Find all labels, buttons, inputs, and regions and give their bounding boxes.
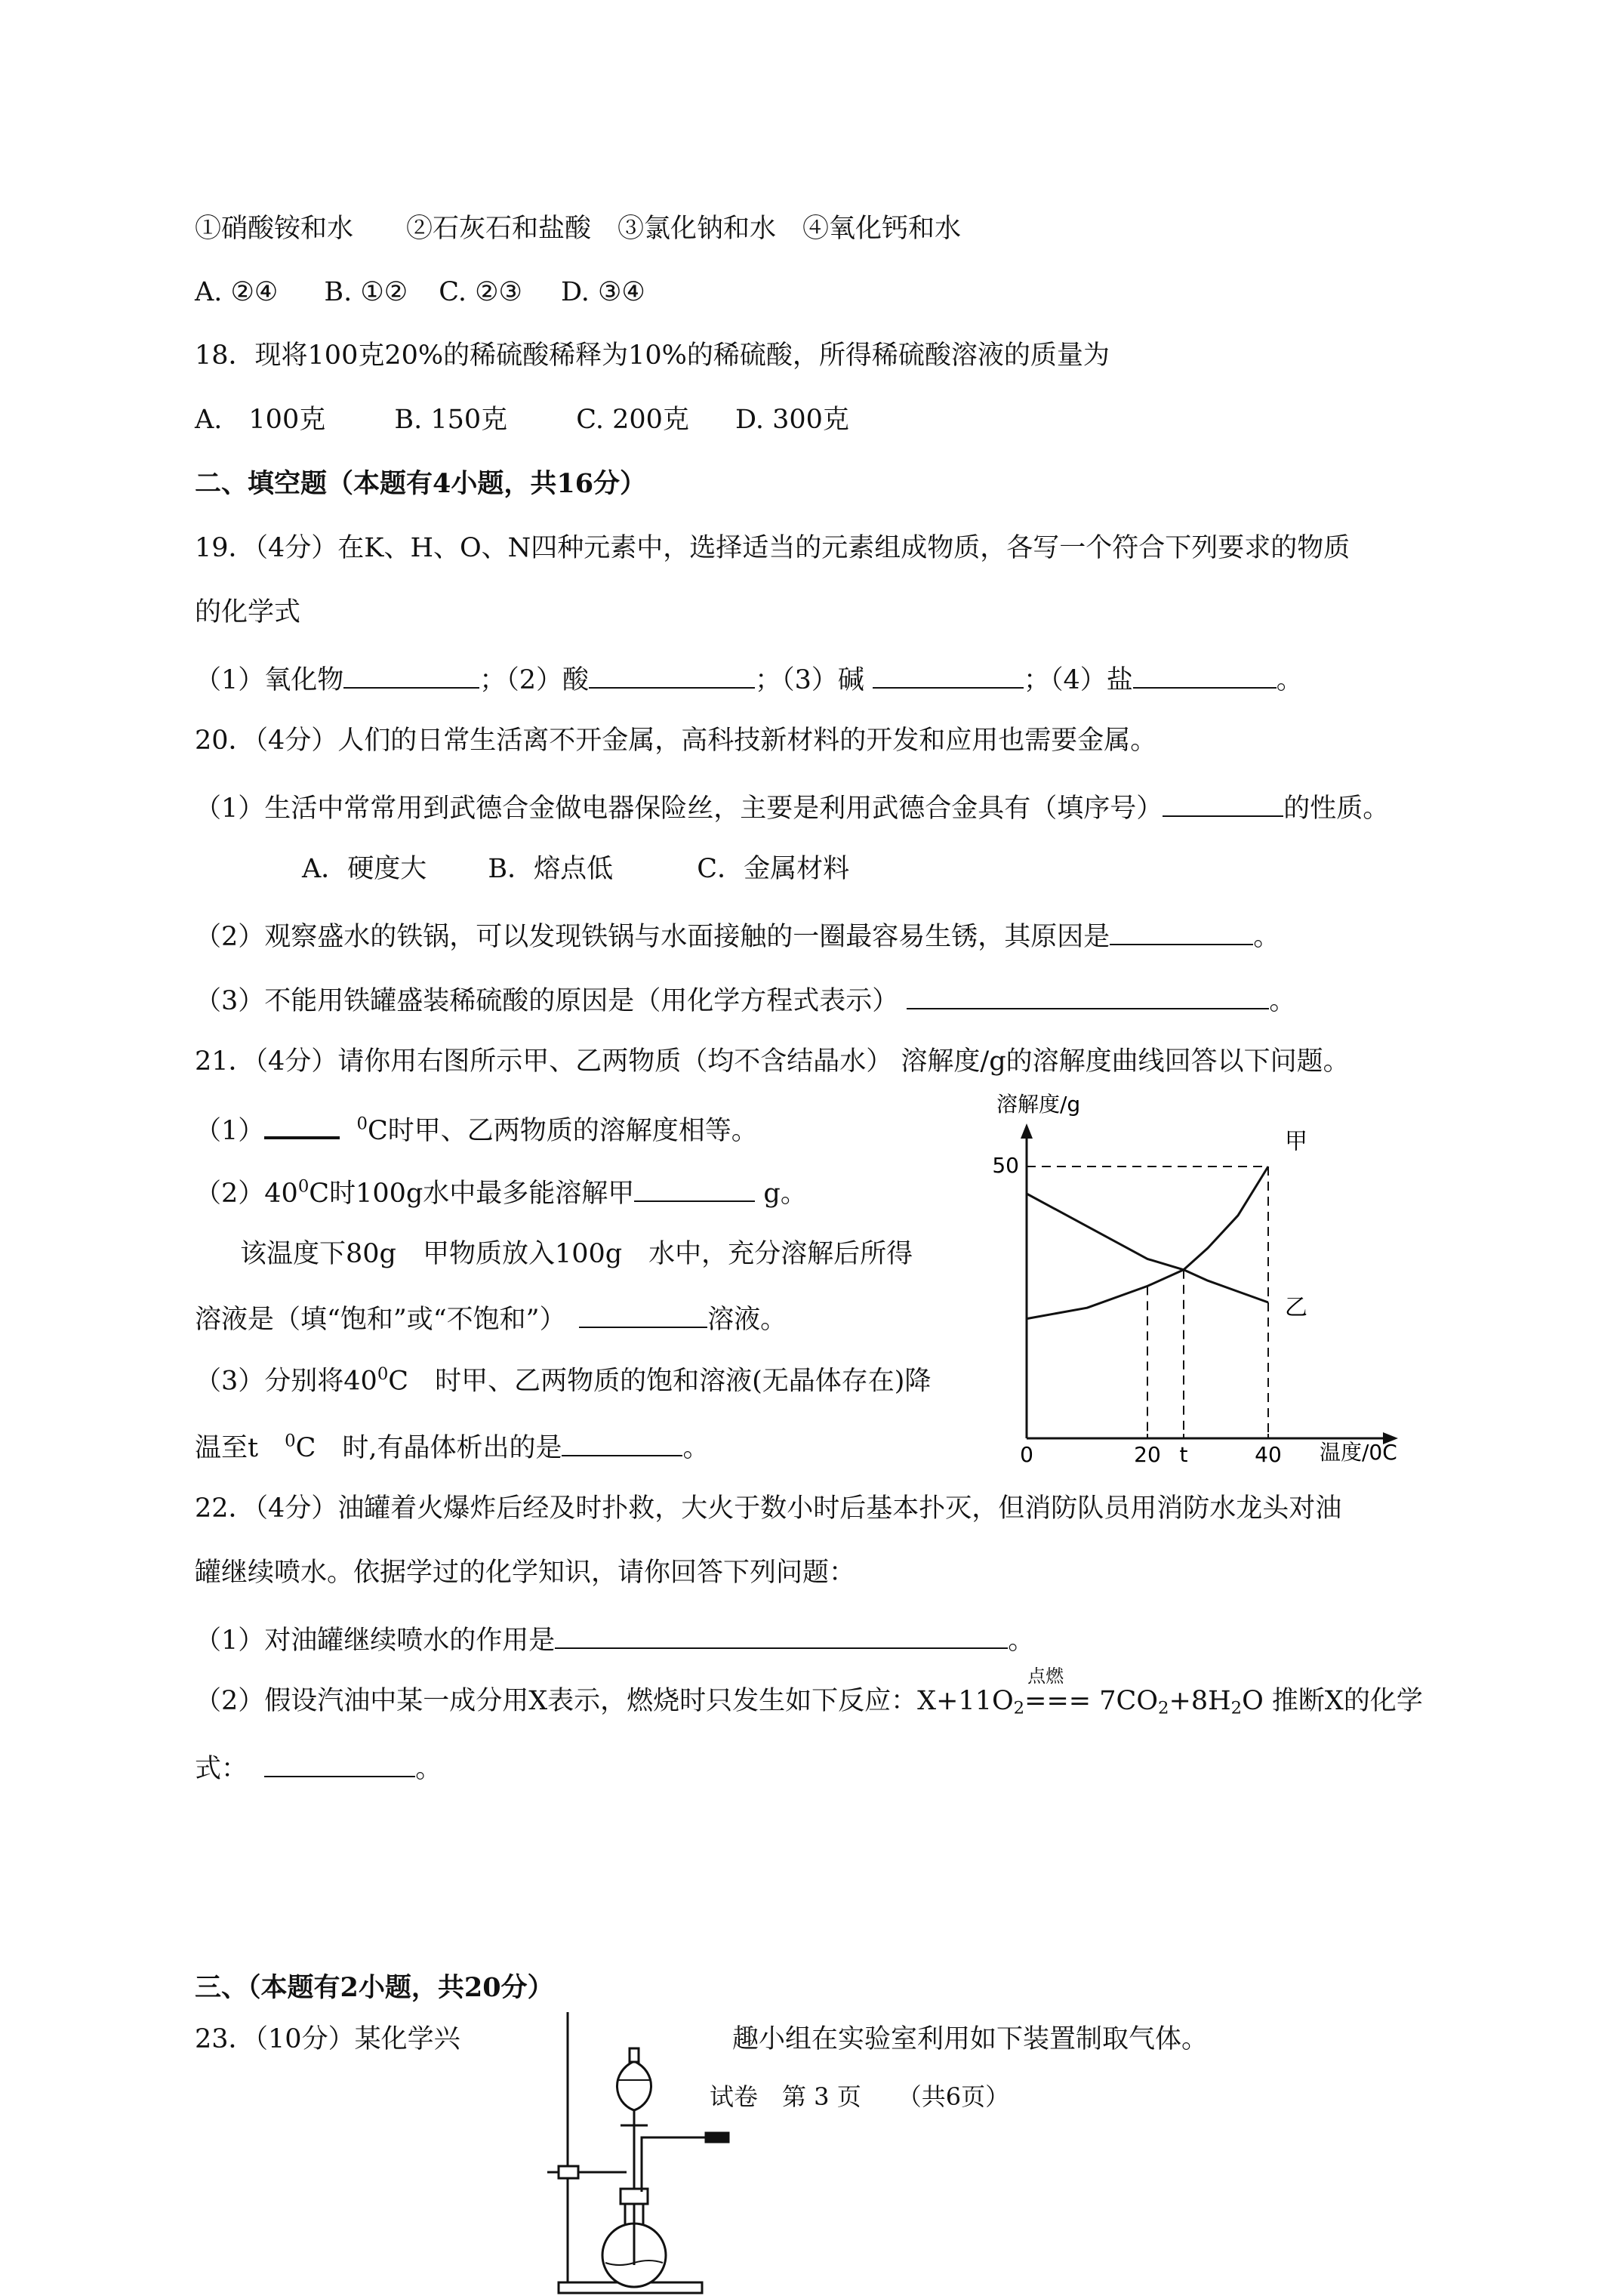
unit-g: g。 [755,1179,807,1209]
x-tick-label: t [1179,1441,1188,1465]
q21-part3-line2-text: 温至t [195,1433,285,1463]
funnel-stopper [630,2048,639,2062]
q21-part3-line2-text2: C 时,有晶体析出的是 [295,1433,562,1463]
option-d: D. 300克 [735,405,849,435]
answer-blank[interactable] [264,1749,415,1777]
series-curves [1027,1129,1307,1321]
q21-part3-text: C 时甲、乙两物质的饱和溶液(无晶体存在)降 [388,1366,932,1397]
answer-blank[interactable] [579,1300,707,1328]
period: 。 [1269,986,1296,1016]
q23-stem-b: 趣小组在实验室利用如下装置制取气体。 [732,2024,1209,2054]
q20-part3 [195,982,1295,1017]
q18-options [195,404,849,436]
stand-clamp [559,2166,578,2178]
option-d: D. ③④ [560,277,645,307]
period: 。 [1008,1626,1035,1656]
gas-generator-apparatus [521,2005,762,2296]
q20-part2-text: （2）观察盛水的铁锅，可以发现铁锅与水面接触的一圈最容易生锈，其原因是 [195,922,1110,952]
solubility-chart [966,1087,1449,1465]
q20-part1-end: 的性质。 [1283,794,1390,824]
answer-blank[interactable] [907,982,1269,1009]
option-a: A．硬度大 [302,854,427,884]
section-heading-2: 二、填空题（本题有4小题，共16分） [195,468,647,499]
degree-mark: 0 [297,1176,310,1197]
q20-part1 [195,789,1389,824]
option-b: B．熔点低 [488,854,614,884]
q21-part1-text: C时甲、乙两物质的溶解度相等。 [368,1116,758,1146]
q20-part3-text: （3）不能用铁罐盛装稀硫酸的原因是（用化学方程式表示） [195,986,899,1016]
answer-blank[interactable] [264,1110,340,1139]
q20-options [302,853,849,885]
q21-part3-label: （3）分别将40 [195,1366,377,1397]
option-b: B. 150克 [394,405,508,435]
q19-stem-line2: 的化学式 [195,597,301,627]
q21-part2-line3-text: 溶液是（填“饱和”或“不饱和”） [195,1305,580,1335]
q17-items: ①硝酸铵和水 ②石灰石和盐酸 ③氯化钠和水 ④氧化钙和水 [195,214,962,244]
series-jia-curve [1027,1166,1268,1319]
q20-stem: 20．（4分）人们的日常生活离不开金属，高科技新材料的开发和应用也需要金属。 [195,726,1157,756]
delivery-tube-end [706,2133,728,2142]
q19-part2-label: ；（2）酸 [479,665,590,695]
answer-blank[interactable] [1110,917,1253,945]
q21-part3-line2 [195,1428,709,1464]
subscript: 2 [1158,1698,1169,1718]
q21-part2 [195,1174,807,1210]
x-tick-label: 20 [1134,1441,1161,1465]
q19-part1-label: （1）氧化物 [195,665,344,695]
period: 。 [415,1754,442,1784]
q21-part1 [195,1110,758,1147]
q19-stem-line1: 19．（4分）在K、H、O、N四种元素中，选择适当的元素组成物质，各写一个符合下列要求的物质 [195,533,1350,563]
degree-mark: 0 [285,1431,296,1451]
q21-part3 [195,1364,931,1398]
answer-blank[interactable] [1133,661,1277,689]
q22-part2 [195,1666,1423,1719]
q22-part2-text: （2）假设汽油中某一成分用X表示，燃烧时只发生如下反应：X+11O [195,1686,1014,1716]
separatory-funnel [617,2061,651,2110]
answer-blank[interactable] [343,661,479,689]
q22-product-co2: 7CO [1091,1686,1159,1716]
q22-part1-text: （1）对油罐继续喷水的作用是 [195,1626,556,1656]
q21-part1-label: （1） [195,1116,265,1146]
option-a: A. 100克 [195,405,326,435]
q21-part2-line2: 该温度下80g 甲物质放入100g 水中，充分溶解后所得 [240,1239,913,1269]
answer-blank[interactable] [1163,789,1283,817]
q22-stem-line1: 22．（4分）油罐着火爆炸后经及时扑救，大火于数小时后基本扑灭，但消防队员用消防水龙头对油 [195,1493,1342,1524]
option-c: C. ②③ [439,277,522,307]
page-footer: 试卷 第 3 页 （共6页） [710,2082,1010,2111]
subscript: 2 [1013,1698,1025,1718]
delivery-tube [642,2137,706,2192]
q22-part1 [195,1621,1034,1657]
q17-options [195,276,645,308]
period: 。 [1276,665,1303,695]
answer-blank[interactable] [562,1428,682,1456]
equals-sign: === [1024,1686,1092,1716]
q20-part1-text: （1）生活中常常用到武德合金做电器保险丝，主要是利用武德合金具有（填序号） [195,794,1163,824]
q21-part2-line3 [195,1300,787,1336]
q21-part2-line3-end: 溶液。 [707,1305,787,1335]
option-a: A. ②④ [195,277,279,307]
subscript: 2 [1230,1698,1243,1718]
q22-part2-end: O 推断X的化学 [1242,1686,1423,1716]
series-yi-label: 乙 [1285,1294,1307,1321]
answer-blank[interactable] [589,661,755,689]
q20-part2 [195,917,1280,953]
y-axis-arrow [1021,1123,1033,1139]
x-tick-label: 0 [1020,1441,1033,1465]
section-heading-3: 三、（本题有2小题，共20分） [195,1972,554,2003]
q21-stem: 21．（4分）请你用右图所示甲、乙两物质（均不含结晶水） 溶解度/g的溶解度曲线回答以下问题。 [195,1046,1350,1077]
q22-product-h2o: +8H [1169,1686,1231,1716]
q19-part3-label: ；（3）碱 [755,665,864,695]
q22-part2-line2-label: 式： [195,1754,248,1784]
degree-mark: 0 [356,1114,368,1134]
answer-blank[interactable] [873,661,1024,689]
q21-part2-label: （2）40 [195,1179,298,1209]
q22-stem-line2: 罐继续喷水。依据学过的化学知识，请你回答下列问题： [195,1558,856,1588]
q19-part4-label: ；（4）盐 [1023,665,1133,695]
q21-part2-text: C时100g水中最多能溶解甲 [309,1179,635,1209]
condition-label: 点燃 [1027,1666,1064,1687]
q23-stem-a: 23．（10分）某化学兴 [195,2024,460,2054]
flask-stopper [621,2189,648,2204]
q19-parts [195,661,1303,696]
y-axis-label: 溶解度/g [996,1092,1081,1117]
period: 。 [1253,922,1280,952]
option-c: C．金属材料 [697,854,850,884]
x-axis-label: 温度/0C [1320,1439,1397,1465]
option-c: C. 200克 [576,405,689,435]
y-tick-label: 50 [992,1153,1019,1178]
x-tick-label: 40 [1255,1441,1282,1465]
guide-lines [1027,1166,1268,1438]
option-b: B. ①② [324,277,408,307]
series-jia-label: 甲 [1285,1128,1307,1155]
q22-part2-line2 [195,1749,442,1785]
reaction-condition [1024,1666,1092,1717]
answer-blank[interactable] [555,1621,1008,1649]
period: 。 [682,1433,710,1463]
answer-blank[interactable] [634,1174,755,1202]
q18-stem: 18．现将100克20%的稀硫酸稀释为10%的稀硫酸，所得稀硫酸溶液的质量为 [195,341,1110,371]
degree-mark: 0 [377,1364,389,1384]
